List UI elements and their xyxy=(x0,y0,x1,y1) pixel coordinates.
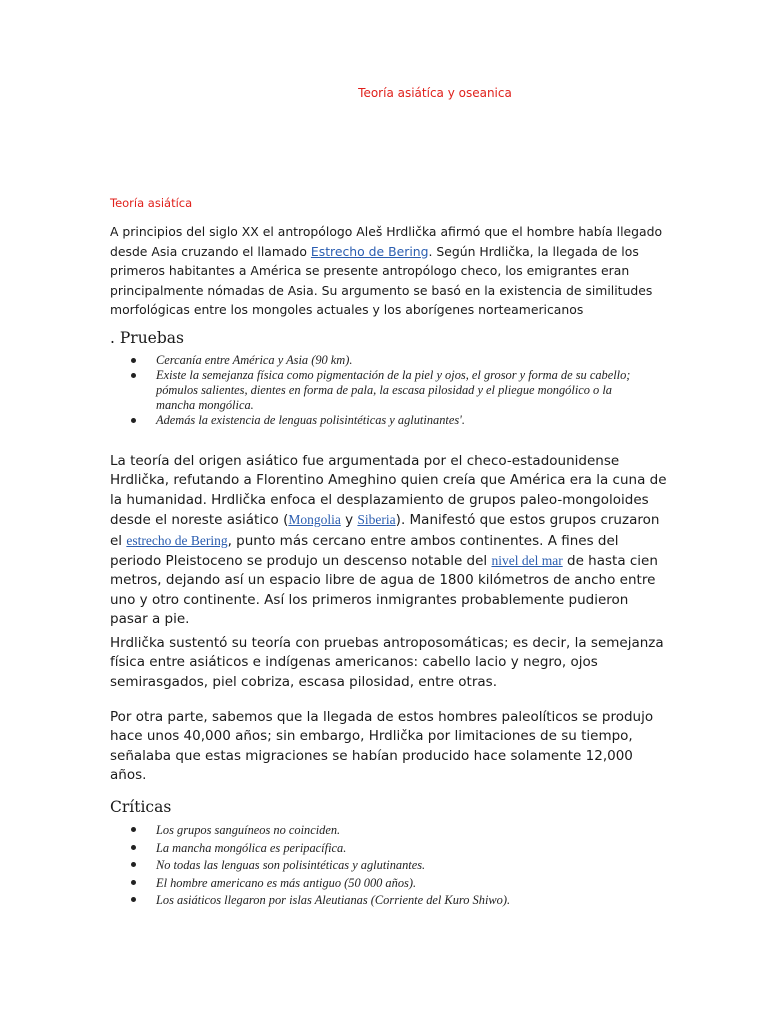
list-item-text: No todas las lenguas son polisintéticas y aglutinantes. xyxy=(156,858,426,872)
origin-text-5: de hasta cien metros, dejando así un espacio libre de agua de 1800 kilómetros de ancho entre uno y otro continente. Así los primeros inmigrantes probablemente pudieron pasar a pie. xyxy=(110,553,658,628)
bullet-icon xyxy=(131,880,136,885)
list-item-text: Existe la semejanza física como pigmentación de la piel y ojos, el grosor y forma de su cabello; pómulos salientes, dientes en forma de pala, la escasa pilosidad y el pliegue mongólico o la mancha mongólica. xyxy=(156,368,631,412)
bullet-icon xyxy=(131,373,136,378)
intro-text-b: . Según Hrdlička, la llegada de los primeros habitantes a América se presente antropólogo checo, los emigrantes eran principalmente nómadas de Asia. Su argumento se basó en la existencia de similitudes morfológicas entre los mongoles actuales y los aborígenes norteamericanos xyxy=(110,243,653,317)
origin-text-3: ). Manifestó que estos grupos cruzaron el xyxy=(110,512,660,549)
bullet-icon xyxy=(131,827,136,832)
pruebas-heading: . Pruebas xyxy=(110,329,184,347)
link-estrecho-de-bering[interactable]: Estrecho de Bering xyxy=(310,243,429,259)
list-item-text: Además la existencia de lenguas polisintéticas y aglutinantes'. xyxy=(156,413,465,427)
bullet-icon xyxy=(131,418,136,423)
evidence-paragraph: Hrdlička sustentó su teoría con pruebas antroposomáticas; es decir, la semejanza física entre asiáticos e indígenas americanos: cabello lacio y negro, ojos semirasgados, piel cobriza, escasa pilosidad, entre otras. xyxy=(110,635,664,690)
list-item-text: Cercanía entre América y Asia (90 km). xyxy=(156,353,353,367)
intro-paragraph xyxy=(110,222,670,320)
list-item xyxy=(110,875,670,893)
list-item-text: Los asiáticos llegaron por islas Aleutianas (Corriente del Kuro Shiwo). xyxy=(156,893,511,907)
origin-text-2: y xyxy=(340,512,358,529)
criticas-list xyxy=(110,822,670,910)
link-siberia[interactable]: Siberia xyxy=(357,512,396,528)
origin-text-1: La teoría del origen asiático fue argumentada por el checo-estadounidense Hrdlička, refutando a Florentino Ameghino quien creía que América era la cuna de la humanidad. Hrdlička enfoca el desplazamiento de grupos paleo-mongoloides desde el noreste asiático ( xyxy=(110,453,667,529)
intro-text-a: A principios del siglo XX el antropólogo Aleš Hrdlička afirmó que el hombre había llegado desde Asia cruzando el llamado xyxy=(110,224,663,259)
document-title: Teoría asiátíca y oseanica xyxy=(358,86,512,100)
pruebas-list xyxy=(110,353,650,428)
list-item xyxy=(110,857,670,875)
bullet-icon xyxy=(131,358,136,363)
link-mongolia[interactable]: Mongolia xyxy=(288,512,341,528)
list-item-text: Los grupos sanguíneos no coinciden. xyxy=(156,823,341,837)
section-heading-teoria-asiatica: Teoría asiátíca xyxy=(110,196,193,210)
list-item xyxy=(110,413,650,428)
criticas-heading: Críticas xyxy=(110,798,172,816)
link-estrecho-de-bering-2[interactable]: estrecho de Bering xyxy=(126,532,228,548)
list-item xyxy=(110,840,670,858)
bullet-icon xyxy=(131,845,136,850)
list-item xyxy=(110,353,650,368)
bullet-icon xyxy=(131,862,136,867)
bullet-icon xyxy=(131,897,136,902)
list-item xyxy=(110,822,670,840)
list-item xyxy=(110,368,650,413)
list-item-text: El hombre americano es más antiguo (50 000 años). xyxy=(156,875,417,890)
list-item xyxy=(110,892,670,910)
link-nivel-del-mar[interactable]: nivel del mar xyxy=(491,553,563,569)
dating-paragraph: Por otra parte, sabemos que la llegada de estos hombres paleolíticos se produjo hace unos 40,000 años; sin embargo, Hrdlička por limitaciones de su tiempo, señalaba que estas migraciones se habían producido hace solamente 12,000 años. xyxy=(110,709,654,784)
origin-text-4: , punto más cercano entre ambos continentes. A fines del periodo Pleistoceno se produjo un descenso notable del xyxy=(110,532,619,570)
list-item-text: La mancha mongólica es peripacífica. xyxy=(156,840,347,855)
origin-paragraph xyxy=(110,452,670,630)
